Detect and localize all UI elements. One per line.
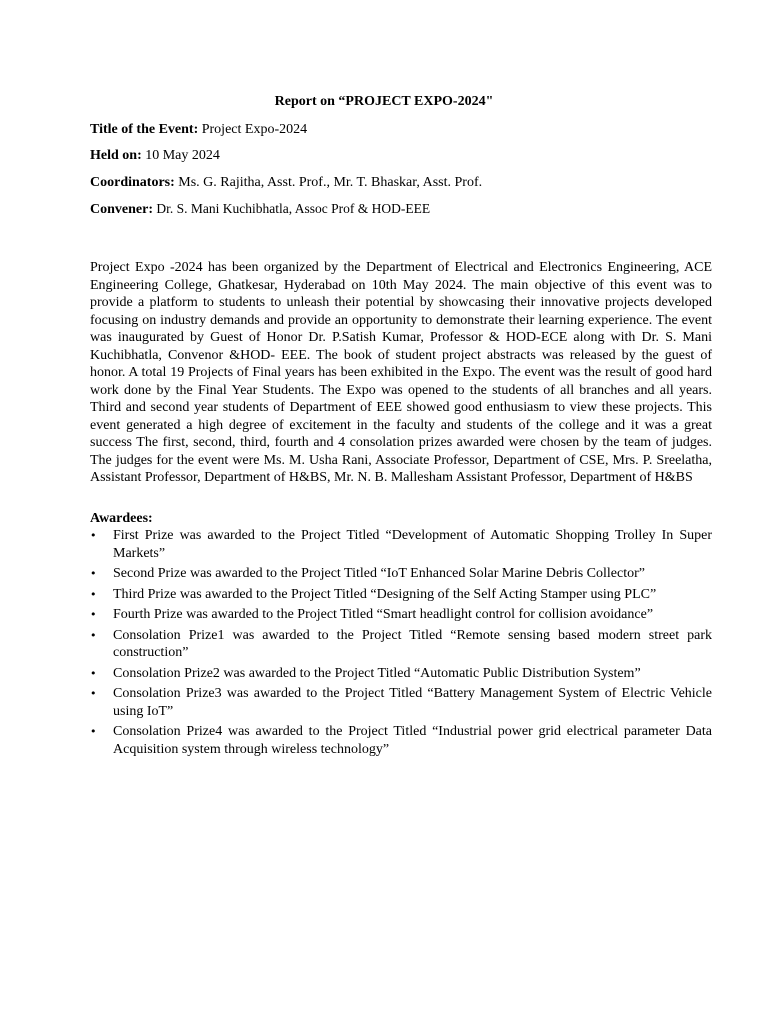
event-title-line [90,121,712,139]
award-item-consolation-4 [90,723,712,758]
award-item-third-prize [90,586,712,604]
bullet-icon: • [90,666,97,680]
bullet-icon: • [90,587,97,601]
award-text: Consolation Prize4 was awarded to the Project Titled “Industrial power grid electrical parameter Data Acquisition system through wireless technology” [113,724,712,757]
report-body-paragraph: Project Expo -2024 has been organized by the Department of Electrical and Electronics Engineering, ACE Engineering College, Ghatkesar, Hyderabad on 10th May 2024. The main objective of this event was to provide a platform to students to unleash their potential by showcasing their innovative projects developed focusing on industry demands and provide an opportunity to demonstrate their learning experience. The event was inaugurated by Guest of Honor Dr. P.Satish Kumar, Professor & HOD-ECE along with Dr. S. Mani Kuchibhatla, Convenor &HOD- EEE. The book of student project abstracts was released by the guest of honor. A total 19 Projects of Final years has been exhibited in the Expo. The event was the result of good hard work done by the Final Year Students. The Expo was opened to the students of all branches and all years. Third and second year students of Department of EEE showed good enthusiasm to view these projects. This event generated a high degree of excitement in the faculty and students of the college and it was a great success The first, second, third, fourth and 4 consolation prizes awarded were chosen by the team of judges. The judges for the event were Ms. M. Usha Rani, Associate Professor, Department of CSE, Mrs. P. Sreelatha, Assistant Professor, Department of H&BS, Mr. N. B. Mallesham Assistant Professor, Department of H&BS [90,260,712,485]
bullet-icon: • [90,529,97,542]
coordinators-value: Ms. G. Rajitha, Asst. Prof., Mr. T. Bhaskar, Asst. Prof. [174,175,483,190]
award-text: Third Prize was awarded to the Project Titled “Designing of the Self Acting Stamper using PLC” [113,586,657,602]
award-item-consolation-3 [90,685,712,720]
awards-list [90,527,712,761]
bullet-icon: • [90,687,97,700]
event-title-label: Title of the Event: [90,122,199,137]
coordinators-label: Coordinators: [90,175,175,190]
award-item-consolation-1 [90,627,712,662]
award-text: Fourth Prize was awarded to the Project Titled “Smart headlight control for collision avoidance” [113,607,654,622]
report-title: Report on “PROJECT EXPO-2024" [274,94,494,109]
convener-line [90,200,712,219]
award-text: Consolation Prize3 was awarded to the Project Titled “Battery Management System of Electric Vehicle using IoT” [113,686,712,719]
held-on-label: Held on: [90,148,142,163]
award-text: Second Prize was awarded to the Project Titled “IoT Enhanced Solar Marine Debris Collector” [113,566,645,581]
convener-value: Dr. S. Mani Kuchibhatla, Assoc Prof & HOD-EEE [153,201,431,216]
award-item-consolation-2 [90,665,712,683]
award-item-second-prize [90,565,712,583]
award-item-first-prize [90,527,712,562]
bullet-icon: • [90,608,97,621]
award-text: Consolation Prize1 was awarded to the Project Titled “Remote sensing based modern street park construction” [113,627,712,660]
convener-label: Convener: [90,202,153,217]
awardees-heading: Awardees: [90,511,153,526]
held-on-line [90,147,712,165]
award-text: First Prize was awarded to the Project Titled “Development of Automatic Shopping Trolley In Super Markets” [113,528,712,561]
bullet-icon: • [90,725,97,738]
held-on-value: 10 May 2024 [141,148,220,163]
event-title-value: Project Expo-2024 [198,122,308,137]
award-item-fourth-prize [90,606,712,624]
bullet-icon: • [90,628,97,642]
coordinators-line [90,174,712,192]
award-text: Consolation Prize2 was awarded to the Project Titled “Automatic Public Distribution System” [113,665,641,681]
bullet-icon: • [90,567,97,580]
